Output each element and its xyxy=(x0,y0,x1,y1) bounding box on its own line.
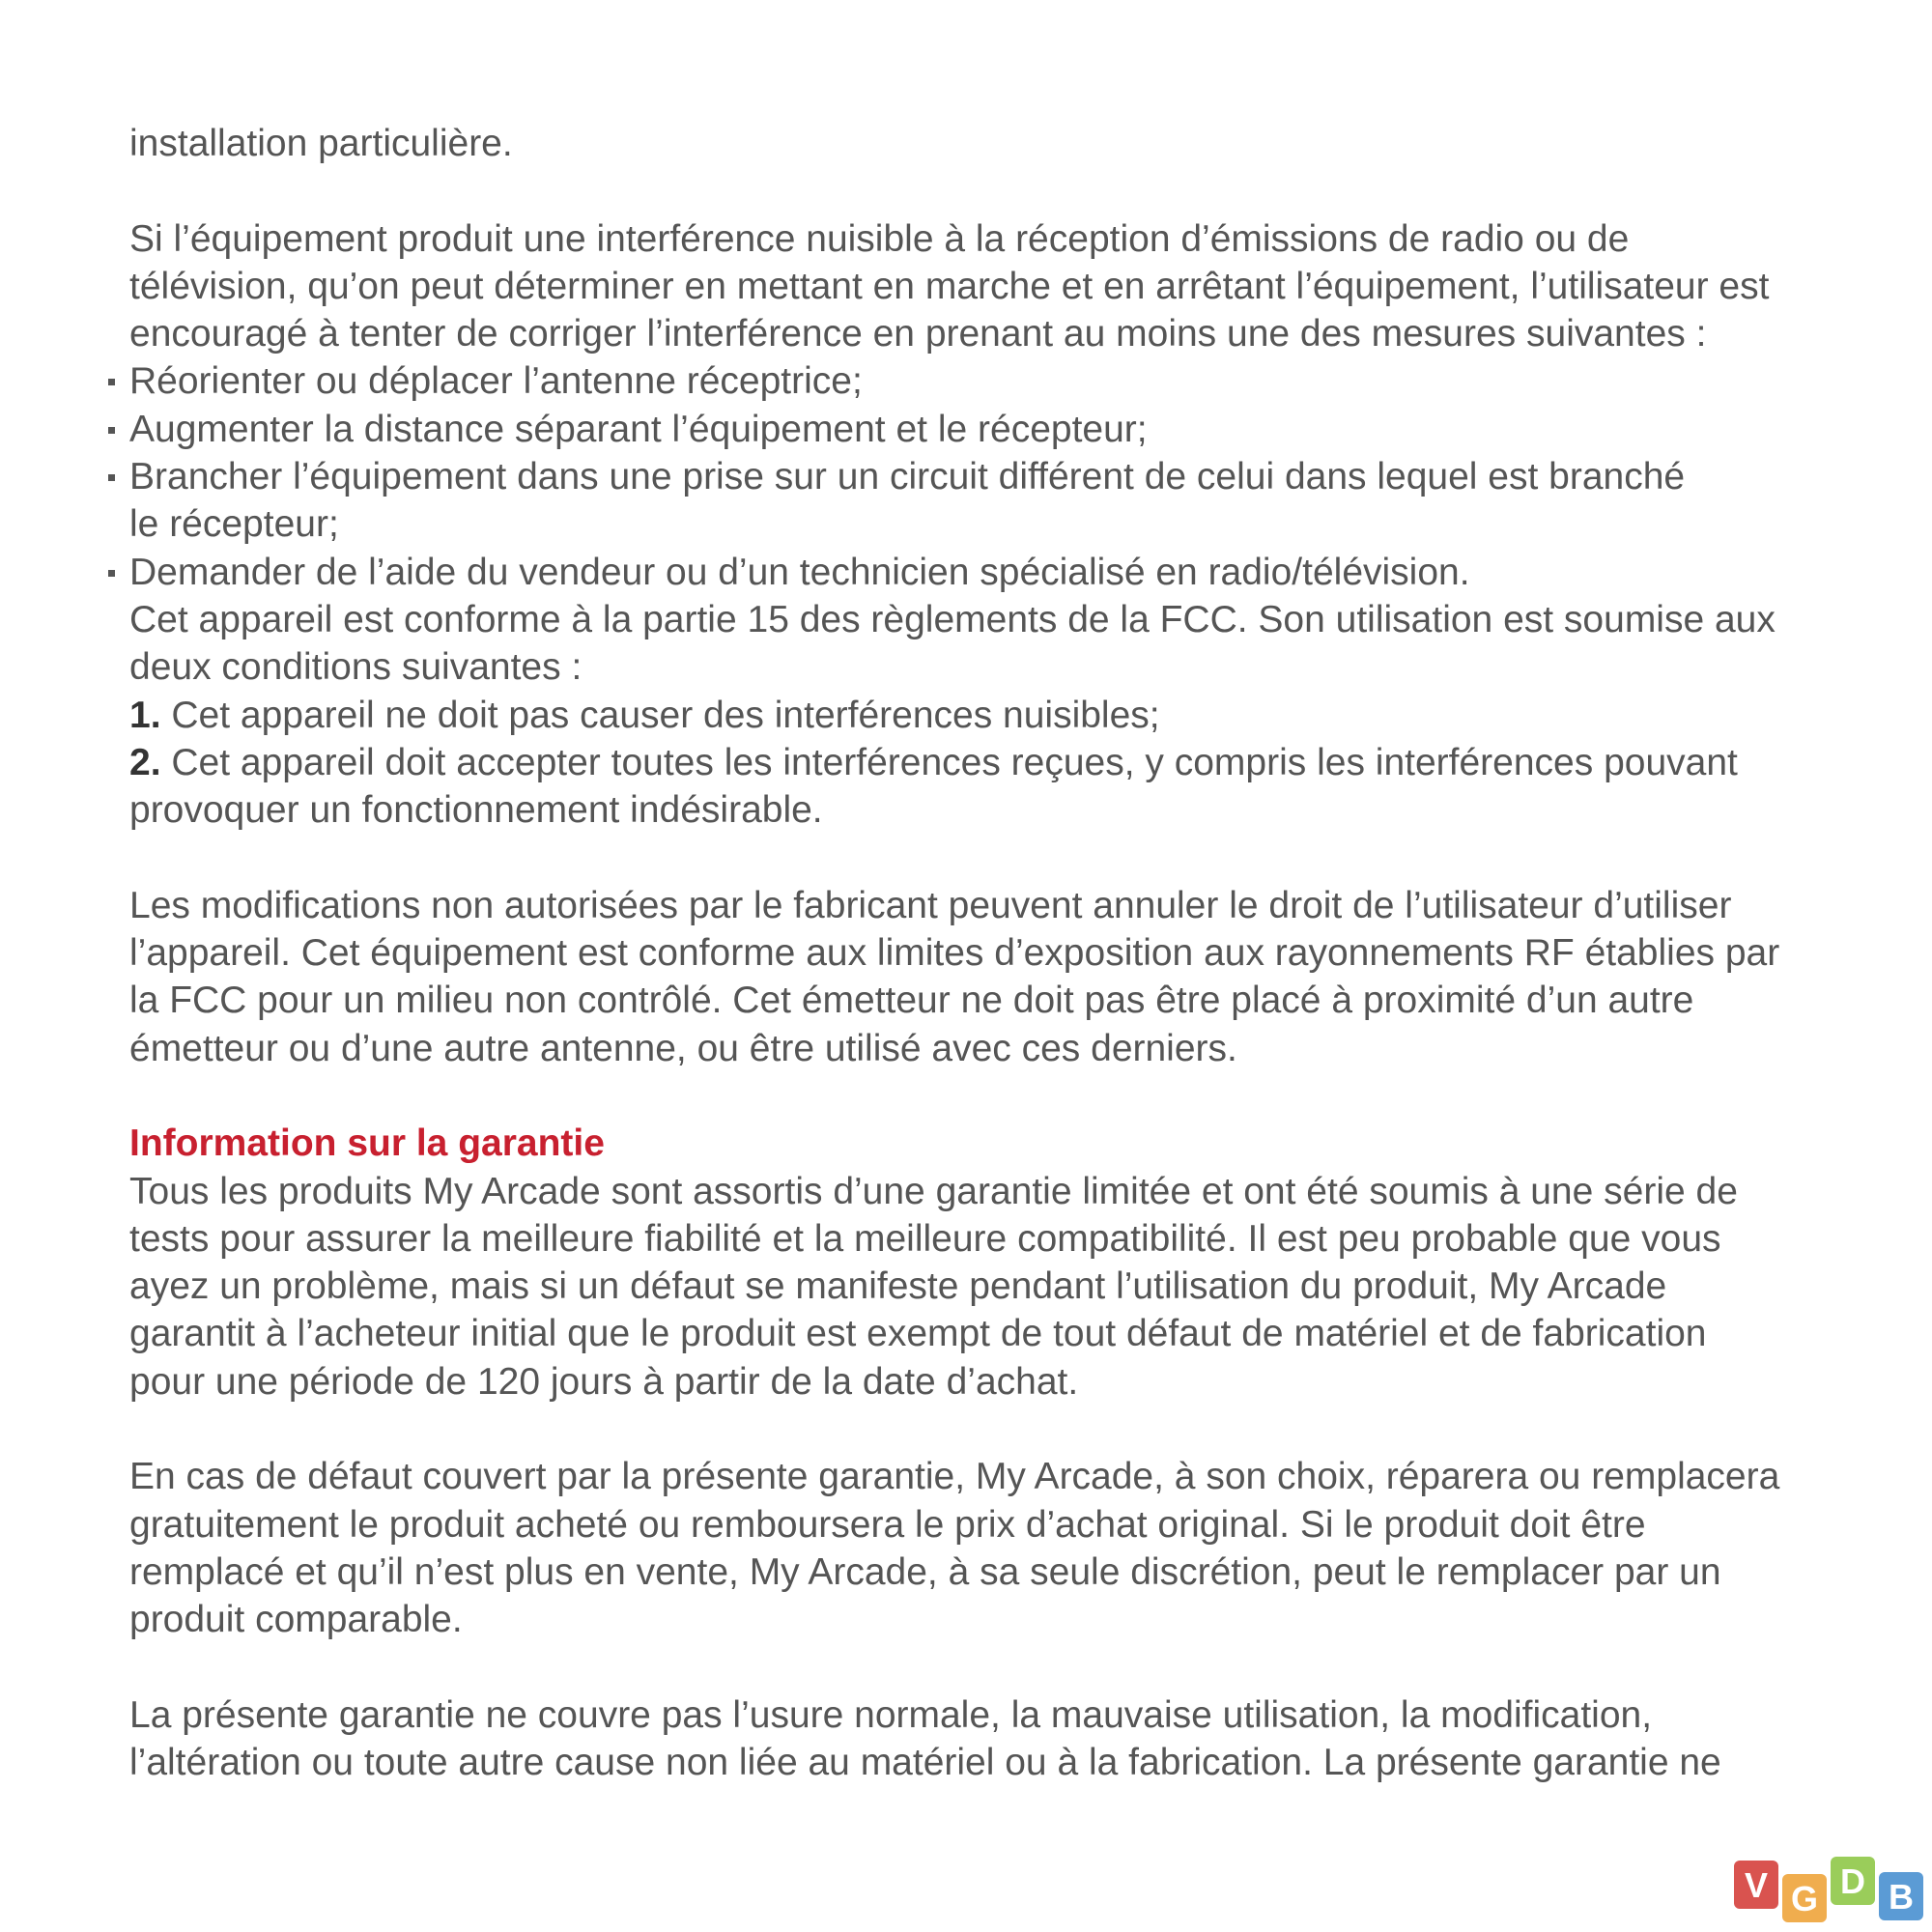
paragraph-line: Cet appareil est conforme à la partie 15 des règlements de la FCC. Son utilisation est soumise aux xyxy=(129,598,1776,640)
paragraph-gap xyxy=(129,1406,1810,1453)
modifications-paragraph xyxy=(129,882,1810,1072)
document-page xyxy=(129,120,1810,1786)
paragraph-gap xyxy=(129,834,1810,881)
condition-number: 1. xyxy=(129,694,161,736)
paragraph-line: émetteur ou d’une autre antenne, ou être utilisé avec ces derniers. xyxy=(129,1027,1237,1069)
paragraph-line: ayez un problème, mais si un défaut se manifeste pendant l’utilisation du produit, My Arcade xyxy=(129,1265,1667,1308)
list-item-text: Demander de l’aide du vendeur ou d’un technicien spécialisé en radio/télévision. xyxy=(129,551,1470,593)
warranty-paragraph xyxy=(129,1168,1810,1406)
paragraph-line: deux conditions suivantes : xyxy=(129,646,582,689)
logo-letter-d: D xyxy=(1840,1861,1865,1901)
vgdb-tile-v xyxy=(1734,1861,1778,1909)
exclusions-paragraph xyxy=(129,1691,1810,1787)
list-item xyxy=(129,406,1810,453)
bullet-icon xyxy=(108,379,115,385)
vgdb-watermark-logo xyxy=(1732,1853,1932,1932)
logo-letter-v: V xyxy=(1744,1865,1769,1905)
paragraph-gap xyxy=(129,1072,1810,1120)
list-item-continuation: le récepteur; xyxy=(129,503,339,546)
paragraph-line: l’appareil. Cet équipement est conforme aux limites d’exposition aux rayonnements RF établies par xyxy=(129,932,1780,975)
measures-list xyxy=(129,357,1810,595)
conditions-list xyxy=(129,692,1810,835)
paragraph-line: encouragé à tenter de corriger l’interférence en prenant au moins une des mesures suivantes : xyxy=(129,313,1707,355)
bullet-icon xyxy=(108,474,115,481)
condition-item xyxy=(129,692,1810,739)
list-item-text: Augmenter la distance séparant l’équipement et le récepteur; xyxy=(129,408,1148,450)
list-item xyxy=(129,357,1810,405)
paragraph-line: tests pour assurer la meilleure fiabilité et la meilleure compatibilité. Il est peu probable que vous xyxy=(129,1217,1721,1260)
paragraph-line: produit comparable. xyxy=(129,1599,463,1641)
list-item-text: Réorienter ou déplacer l’antenne réceptrice; xyxy=(129,360,863,403)
paragraph-gap xyxy=(129,167,1810,214)
paragraph-line: Les modifications non autorisées par le fabricant peuvent annuler le droit de l’utilisateur d’utiliser xyxy=(129,884,1732,926)
vgdb-tile-b xyxy=(1879,1872,1923,1920)
fcc-paragraph xyxy=(129,596,1810,692)
logo-letter-g: G xyxy=(1790,1879,1819,1918)
paragraph-line: gratuitement le produit acheté ou remboursera le prix d’achat original. Si le produit doit être xyxy=(129,1503,1646,1546)
paragraph-line: En cas de défaut couvert par la présente garantie, My Arcade, à son choix, réparera ou remplacera xyxy=(129,1456,1780,1498)
paragraph-line: garantit à l’acheteur initial que le produit est exempt de tout défaut de matériel et de fabrication xyxy=(129,1313,1707,1355)
paragraph-gap xyxy=(129,1644,1810,1691)
list-item xyxy=(129,549,1810,596)
bullet-icon xyxy=(108,427,115,434)
paragraph-line: remplacé et qu’il n’est plus en vente, My Arcade, à sa seule discrétion, peut le remplacer par un xyxy=(129,1550,1721,1593)
condition-continuation: provoquer un fonctionnement indésirable. xyxy=(129,789,823,832)
condition-text: Cet appareil ne doit pas causer des interférences nuisibles; xyxy=(160,694,1160,736)
paragraph-line: Si l’équipement produit une interférence nuisible à la réception d’émissions de radio ou de xyxy=(129,217,1630,260)
bullet-icon xyxy=(108,570,115,577)
warranty-heading: Information sur la garantie xyxy=(129,1122,605,1165)
defect-paragraph xyxy=(129,1453,1810,1643)
paragraph-line: La présente garantie ne couvre pas l’usure normale, la mauvaise utilisation, la modification, xyxy=(129,1693,1653,1736)
interference-paragraph xyxy=(129,215,1810,358)
paragraph-line: télévision, qu’on peut déterminer en mettant en marche et en arrêtant l’équipement, l’utilisateur est xyxy=(129,265,1770,307)
condition-item xyxy=(129,739,1810,786)
condition-text: Cet appareil doit accepter toutes les interférences reçues, y compris les interférences pouvant xyxy=(160,741,1738,783)
logo-letter-b: B xyxy=(1889,1877,1914,1917)
paragraph-line: pour une période de 120 jours à partir de la date d’achat. xyxy=(129,1360,1079,1403)
list-item-text: Brancher l’équipement dans une prise sur un circuit différent de celui dans lequel est branché xyxy=(129,456,1686,498)
vgdb-tile-d xyxy=(1831,1857,1875,1905)
paragraph-line: Tous les produits My Arcade sont assortis d’une garantie limitée et ont été soumis à une série de xyxy=(129,1170,1738,1212)
list-item xyxy=(129,453,1810,500)
vgdb-tile-g xyxy=(1782,1874,1827,1922)
paragraph-line: l’altération ou toute autre cause non liée au matériel ou à la fabrication. La présente garantie ne xyxy=(129,1742,1721,1784)
condition-number: 2. xyxy=(129,741,161,783)
paragraph-line: la FCC pour un milieu non contrôlé. Cet émetteur ne doit pas être placé à proximité d’un autre xyxy=(129,980,1694,1022)
intro-text: installation particulière. xyxy=(129,123,513,164)
